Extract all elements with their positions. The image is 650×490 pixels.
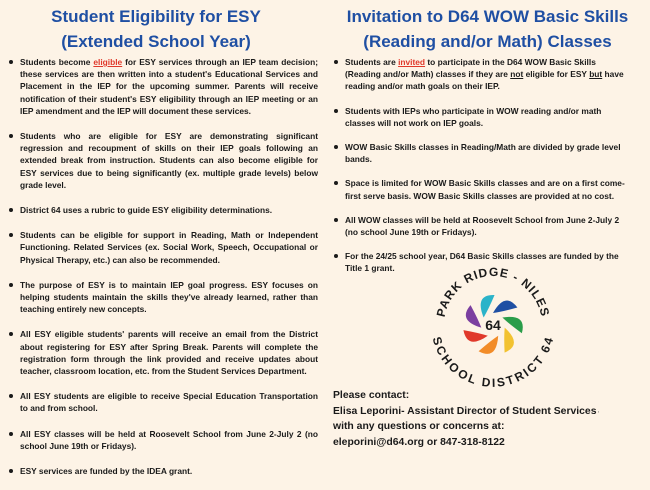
contact-email-phone[interactable]: eleporini@d64.org or 847-318-8122 [333,436,505,448]
list-item: Students can be eligible for support in Reading, Math or Independent Functioning. Related Services (ex. Social Work, Speech, Occupational or Physical Therapy, etc.) can also be recommended. [0,229,318,266]
item-text: to participate in the D64 WOW Basic Skills (Reading and/or Math) classes if they are [345,57,596,80]
list-item [325,56,630,93]
list-item: The purpose of ESY is to maintain IEP goal progress. ESY focuses on helping students maintain the skills they've already learned, rather than teaching entirely new concepts. [0,279,318,316]
district-64-logo [430,262,556,388]
logo-bottom-text: SCHOOL DISTRICT 64 [430,335,556,388]
wow-heading [325,0,650,54]
esy-list [0,56,318,490]
logo-petal [466,305,481,328]
list-item: All ESY eligible students' parents will receive an email from the District about registering for ESY after Spring Break. Parents will complete the registration form through the link provided and receive updates about teacher, classroom location, etc. from the Student Services Department. [0,328,318,377]
wow-heading-line2: (Reading and/or Math) Classes [363,32,612,51]
logo-top-text: PARK RIDGE - NILES [433,264,553,319]
list-item: WOW Basic Skills classes in Reading/Math are divided by grade level bands. [325,141,630,165]
item-text: eligible for ESY [523,69,590,80]
esy-heading-line1: Student Eligibility for ESY [51,7,261,26]
esy-eligibility-column [0,0,330,477]
list-item: For the 24/25 school year, D64 Basic Skills classes are funded by the Title 1 grant. [325,250,630,274]
logo-number: 64 [485,317,501,333]
list-item [0,56,318,117]
logo-petal [493,301,517,313]
wow-heading-line1: Invitation to D64 WOW Basic Skills [346,7,629,26]
esy-heading-line2: (Extended School Year) [61,32,251,51]
contact-intro: Please contact: [333,390,410,401]
contact-block [333,388,643,450]
item-text: Students become [20,57,94,67]
contact-name-title: Elisa Leporini- Assistant Director of Student Services , [333,404,643,420]
but-emphasis: but [589,69,603,80]
eligible-link[interactable]: eligible [93,57,123,67]
list-item: Students with IEPs who participate in WOW reading and/or math classes will not work on IEP goals. [325,105,630,129]
list-item: Space is limited for WOW Basic Skills classes and are on a first come-first serve basis. WOW Basic Skills classes are provided at no cost. [325,177,630,201]
list-item: ESY services are funded by the IDEA grant. [0,465,318,477]
item-text: for ESY services through an IEP team decision; these services are then written into a student's Educational Services and Placement in the IEP for the upcoming summer. Parents will receive notification of their student's ESY eligibility through an IEP meeting or an IEP amendment and the IEP will document these services. [20,57,318,116]
wow-invitation-column [325,0,650,274]
esy-heading [0,0,312,54]
wow-list [325,56,630,287]
list-item: District 64 uses a rubric to guide ESY eligibility determinations. [0,204,318,216]
list-item: Students who are eligible for ESY are demonstrating significant regression and recoupment of skills on their IEP goals following an extended break from instruction. Students can also become eligible for ESY services due to being significantly (ex. multiple grade levels) below grade level. [0,130,318,191]
contact-questions: with any questions or concerns at: [333,421,505,432]
not-emphasis: not [510,69,524,80]
list-item: All ESY classes will be held at Roosevelt School from June 2-July 2 (no school June 19th or Fridays). [0,428,318,452]
item-text: Students are [345,57,399,67]
list-item: All WOW classes will be held at Roosevelt School from June 2-July 2 (no school June 19th or Fridays). [325,214,630,238]
logo-petal [463,330,487,342]
logo-petal [504,328,514,353]
list-item: All ESY students are eligible to receive Special Education Transportation to and from school. [0,390,318,414]
item-text: have reading and/or math goals on their IEP. [345,69,624,92]
invited-link[interactable]: invited [398,57,426,67]
